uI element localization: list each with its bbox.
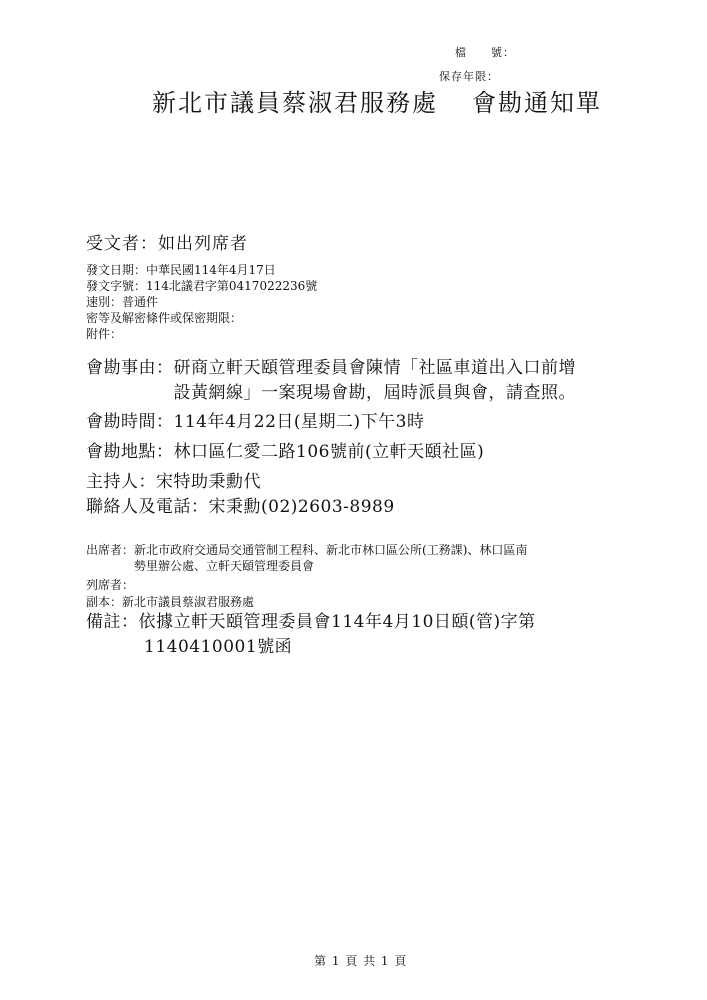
time-label: 會勘時間： <box>86 412 174 432</box>
attendees-observer: 列席者： <box>86 578 135 592</box>
document-number: 發文字號：114北議君字第0417022236號 <box>86 279 318 293</box>
contact-label: 聯絡人及電話： <box>86 497 209 517</box>
present-line-1: 新北市政府交通局交通管制工程科、新北市林口區公所(工務課)、林口區南 <box>134 543 528 557</box>
file-number-label: 檔 號： <box>455 46 515 59</box>
page-number: 第 1 頁 共 1 頁 <box>314 954 408 968</box>
time-value: 114年4月22日(星期二)下午3時 <box>173 412 425 432</box>
host-value: 宋特助秉勳代 <box>156 472 261 492</box>
office-name: 新北市議員蔡淑君服務處 <box>152 89 438 117</box>
contact <box>86 495 395 520</box>
host <box>86 470 261 495</box>
delivery-speed: 速別：普通件 <box>86 295 159 309</box>
host-label: 主持人： <box>86 472 156 492</box>
remark-line-1: 依據立軒天頤管理委員會114年4月10日頤(管)字第 <box>138 612 536 632</box>
inspection-place <box>86 440 484 465</box>
attachment: 附件： <box>86 327 123 341</box>
document-type: 會勘通知單 <box>472 89 602 117</box>
security-level: 密等及解密條件或保密期限： <box>86 311 243 325</box>
inspection-time <box>86 410 424 435</box>
place-label: 會勘地點： <box>86 442 174 462</box>
remark <box>86 610 536 660</box>
present-label: 出席者： <box>86 543 135 557</box>
header-info <box>86 262 317 342</box>
remark-line-2: 1140410001號函 <box>144 637 293 657</box>
recipient-line <box>86 229 248 254</box>
recipient-label: 受文者： <box>86 234 158 254</box>
subject-line-1: 研商立軒天頤管理委員會陳情「社區車道出入口前增 <box>173 358 576 378</box>
retention-period-label: 保存年限： <box>439 70 499 83</box>
inspection-subject <box>86 356 576 406</box>
subject-line-2: 設黃網線」一案現場會勘，屆時派員與會，請查照。 <box>173 383 576 403</box>
present-line-2: 勢里辦公處、立軒天頤管理委員會 <box>134 559 315 573</box>
remark-label: 備註： <box>86 612 139 632</box>
recipient-value: 如出列席者 <box>158 234 248 254</box>
contact-value: 宋秉勳(02)2603-8989 <box>208 497 395 517</box>
page-title <box>152 83 602 118</box>
subject-label: 會勘事由： <box>86 358 174 378</box>
place-value: 林口區仁愛二路106號前(立軒天頤社區) <box>173 442 485 462</box>
issue-date: 發文日期：中華民國114年4月17日 <box>86 263 276 277</box>
copy-recipient: 副本：新北市議員蔡淑君服務處 <box>86 595 255 609</box>
attendees-present <box>86 542 527 574</box>
